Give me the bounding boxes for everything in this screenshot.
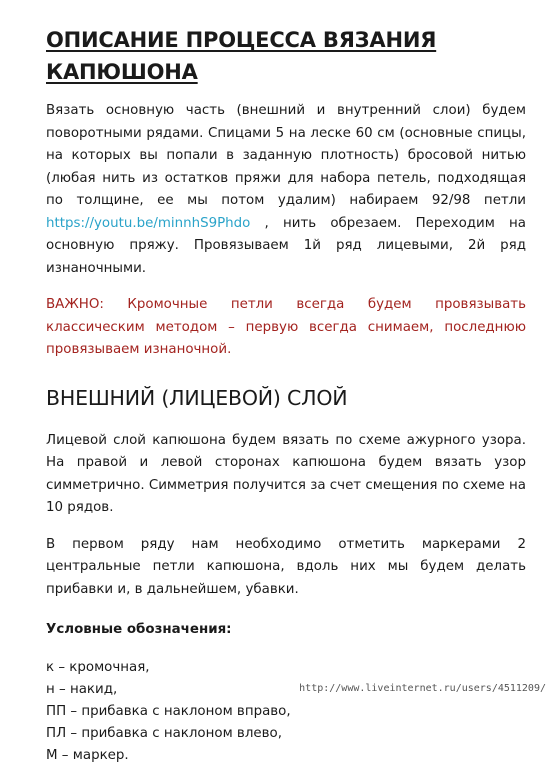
intro-paragraph (46, 100, 526, 280)
warning-paragraph: ВАЖНО: Кромочные петли всегда будем провязывать классическим методом – первую всегда снимаем, последнюю провязываем изнаночной. (46, 297, 526, 357)
legend-item: н – накид, (46, 682, 118, 697)
page-title (46, 24, 526, 88)
watermark-url: http://www.liveinternet.ru/users/4511209/ (299, 683, 546, 694)
pattern-paragraph: Лицевой слой капюшона будем вязать по схеме ажурного узора. На правой и левой сторонах капюшона будем вязать узор симметрично. Симметрия получится за счет смещения по схеме на 10 рядов. (46, 432, 526, 515)
intro-text-before-link: Вязать основную часть (внешний и внутренний слои) будем поворотными рядами. Спицами 5 на леске 60 см (основные спицы, на которых вы попали в заданную плотность) бросовой нитью (любая нить из остатков пряжи для набора петель, подходящая по толщине, ее мы потом удалим) набираем 92/98 петли (46, 103, 526, 208)
legend-list (46, 657, 526, 767)
section-heading: ВНЕШНИЙ (ЛИЦЕВОЙ) СЛОЙ (46, 385, 348, 410)
legend-heading: Условные обозначения: (46, 622, 232, 637)
page-title-line-2: КАПЮШОНА (46, 60, 198, 84)
intro-text-after-link: , нить обрезаем. Переходим на основную пряжу. Провязываем 1й ряд лицевыми, 2й ряд изнаночными. (46, 215, 526, 276)
legend-item: к – кромочная, (46, 660, 150, 675)
page-title-line-1: ОПИСАНИЕ ПРОЦЕССА ВЯЗАНИЯ (46, 28, 437, 52)
document-page (46, 24, 526, 767)
legend-item: ПП – прибавка с наклоном вправо, (46, 704, 291, 719)
legend-item: ПЛ – прибавка с наклоном влево, (46, 726, 282, 741)
video-link[interactable]: https://youtu.be/minnhS9Phdo (46, 215, 251, 231)
markers-paragraph: В первом ряду нам необходимо отметить маркерами 2 центральные петли капюшона, вдоль них мы будем делать прибавки и, в дальнейшем, убавки. (46, 536, 526, 597)
legend-item: М – маркер. (46, 748, 129, 763)
